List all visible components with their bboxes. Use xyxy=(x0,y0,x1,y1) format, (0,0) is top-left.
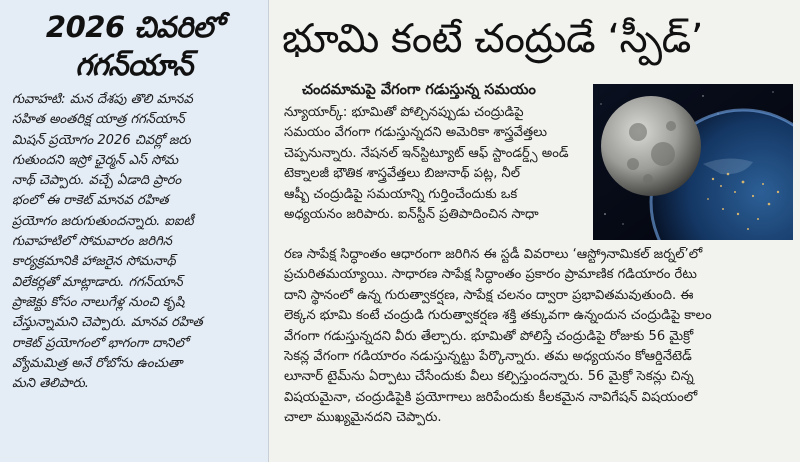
body-line: లూనార్ టైమ్‌ను ఏర్పాటు చేసేందుకు వీలు కల్పిస్తుందన్నారు. 56 మైక్రో సెకన్లు చిన్న xyxy=(284,369,694,385)
left-article-column xyxy=(0,0,268,462)
body-line: నాథ్ చెప్పారు. వచ్చే ఏడాది ప్రారం xyxy=(12,173,182,189)
left-article-headline xyxy=(6,8,262,84)
headline-line: గగన్‌యాన్ xyxy=(75,48,193,82)
body-line: సమయం వేగంగా గడుస్తున్నదని అమెరికా శాస్త్రవేత్తలు xyxy=(284,125,547,141)
body-line: భంలో ఈ రాకెట్ మానవ రహిత xyxy=(12,193,169,209)
column-divider xyxy=(268,0,269,462)
moon-earth-photo xyxy=(593,84,793,240)
body-line: లెక్కన భూమి కంటే చంద్రుడి గురుత్వాకర్షణ శక్తి తక్కువగా ఉన్నందున చంద్రుడిపై కాలం xyxy=(284,308,712,324)
body-line: విలేకర్లతో మాట్లాడారు. గగన్‌యాన్ xyxy=(12,274,183,290)
body-line: చాలా ముఖ్యమైనదని చెప్పారు. xyxy=(284,410,442,426)
body-line: వేగంగా గడుస్తున్నదని వీరు తేల్చారు. భూమితో పోలిస్తే చంద్రుడిపై రోజుకు 56 మైక్రో xyxy=(284,328,694,344)
body-line: న్యూయార్క్: భూమితో పోల్చినప్పుడు చంద్రుడిపై xyxy=(284,105,524,120)
body-line: అధ్యయనం జరిపారు. ఐన్‌స్టీన్ ప్రతిపాదించిన సాధా xyxy=(284,207,539,223)
body-line: రణ సాపేక్ష సిద్ధాంతం ఆధారంగా జరిగిన ఈ స్టడీ వివరాలు ‘ఆస్ట్రోనామికల్ జర్నల్’లో xyxy=(284,247,703,262)
left-article-body xyxy=(12,90,262,394)
right-article-headline: భూమి కంటే చంద్రుడే ‘స్పీడ్’ xyxy=(282,16,703,62)
body-line: గువాహటి: మన దేశపు తొలి మానవ xyxy=(12,92,193,107)
body-line: చేస్తున్నామని చెప్పారు. మానవ రహిత xyxy=(12,315,203,331)
body-line: రాకెట్ ప్రయోగంలో భాగంగా దానిలో xyxy=(12,335,189,351)
moon-and-earth-image xyxy=(593,84,793,240)
body-line: గువాహటిలో సోమవారం జరిగిన xyxy=(12,234,172,250)
body-line: ఆష్బీ చంద్రుడిపై సమయాన్ని గుర్తించేందుకు ఒక xyxy=(284,186,518,202)
right-article-body-intro xyxy=(284,103,589,225)
body-line: సహిత అంతరిక్ష యాత్ర గగన్‌యాన్ xyxy=(12,112,185,128)
body-line: ప్రాజెక్టు కోసం నాలుగేళ్ల నుంచి కృషి xyxy=(12,294,185,310)
body-line: మని తెలిపారు. xyxy=(12,376,89,392)
body-line: దాని స్థానంలో ఉన్న గురుత్వాకర్షణ, సాపేక్ష చలనం ద్వారా ప్రభావితమవుతుంది. ఈ xyxy=(284,287,694,303)
body-line: విషయమైనా, చంద్రుడిపైకి ప్రయోగాలు జరిపేందుకు కీలకమైన నావిగేషన్ విషయంలో xyxy=(284,389,698,405)
body-line: టెక్నాలజీ భౌతిక శాస్త్రవేత్తలు బిజునాథ్ పట్ల, నీల్ xyxy=(284,166,521,182)
body-line: వ్యోమమిత్ర అనే రోబోను ఉంచుతా xyxy=(12,355,183,371)
body-line: ప్రచురితమయ్యాయి. సాధారణ సాపేక్ష సిద్ధాంతం ప్రకారం ప్రామాణిక గడియారం రేటు xyxy=(284,267,697,283)
body-line: చెప్పనున్నారు. నేషనల్ ఇన్‌స్టిట్యూట్ ఆఫ్ స్టాండర్డ్స్ అండ్ xyxy=(284,145,569,161)
right-article-body xyxy=(284,245,794,429)
body-line: గుతుందని ఇస్రో ఛైర్మన్ ఎస్ సోమ xyxy=(12,152,179,168)
headline-line: 2026 చివరిలో xyxy=(45,10,223,44)
body-line: ప్రయోగం జరుగుతుందన్నారు. ఐఐటీ xyxy=(12,213,194,229)
right-article-subhead: చందమామపై వేగంగా గడుస్తున్న సమయం xyxy=(302,82,536,98)
body-line: కార్యక్రమానికి హాజరైన సోమనాథ్ xyxy=(12,254,176,270)
body-line: సెకన్ల వేగంగా గడియారం నడుస్తున్నట్టు పేర్కొన్నారు. తమ అధ్యయనం కోఆర్డినేటెడ్ xyxy=(284,349,692,365)
body-line: మిషన్ ప్రయోగం 2026 చివర్లో జరు xyxy=(12,132,191,148)
